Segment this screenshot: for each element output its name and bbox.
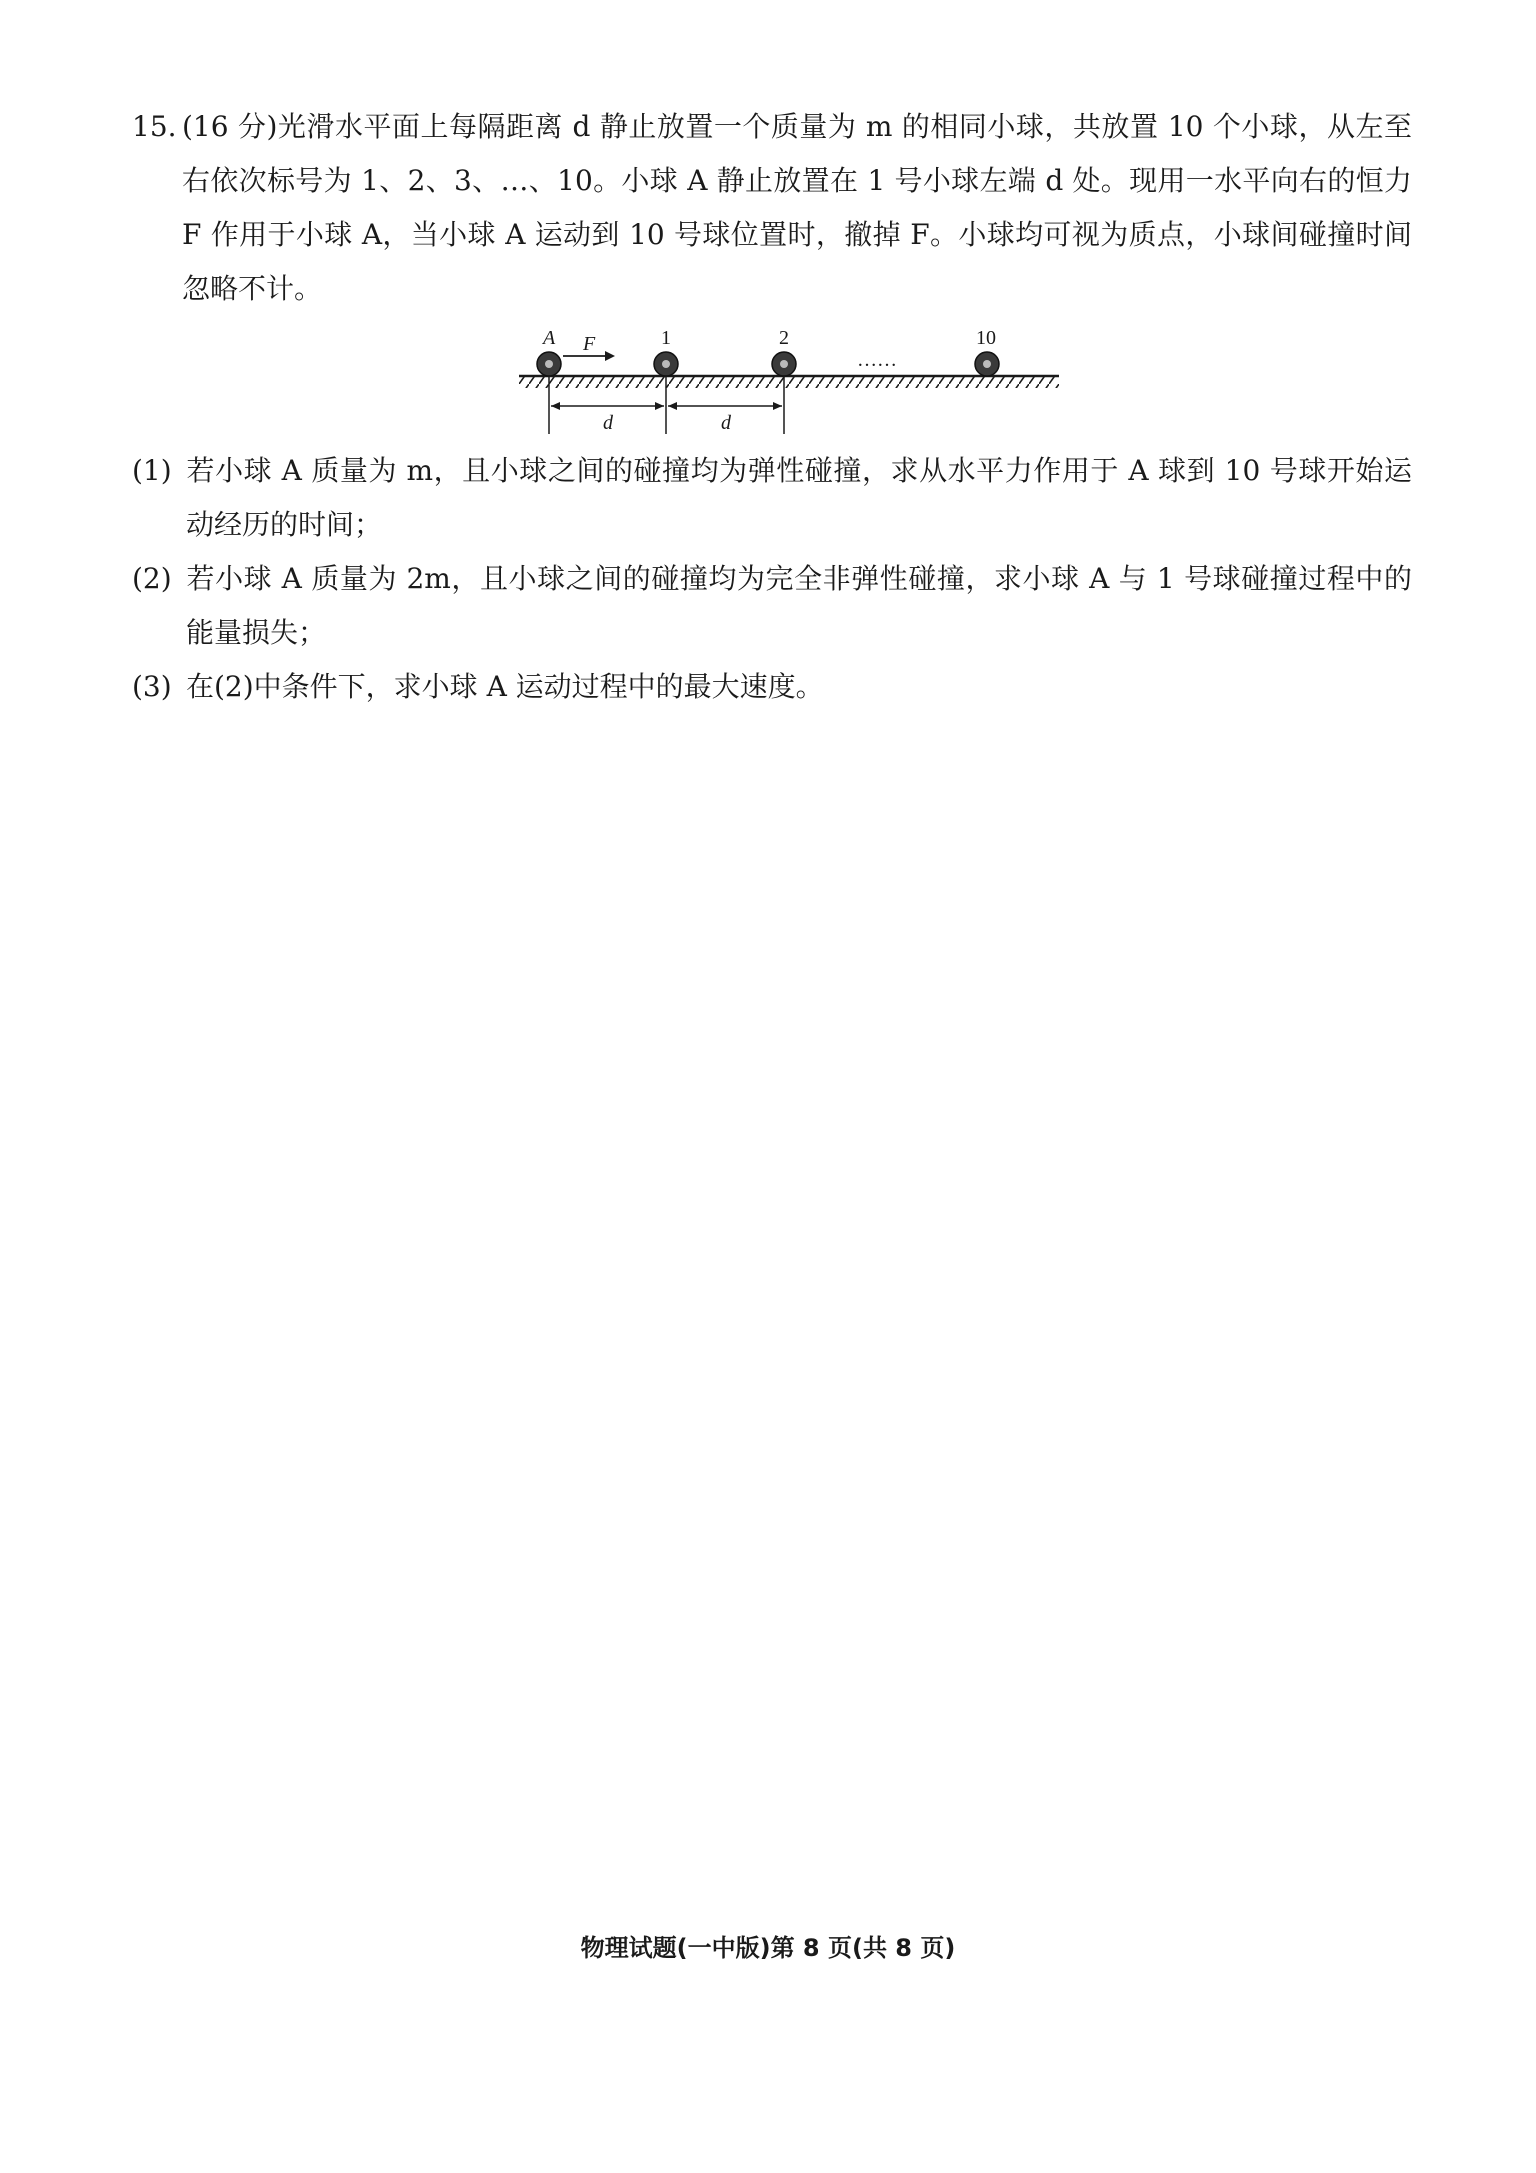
subquestion-1-number: (1): [132, 454, 172, 487]
ellipsis-dots: ……: [857, 349, 897, 371]
page-footer: 物理试题(一中版)第 8 页(共 8 页): [580, 1934, 956, 1962]
problem-number: 15.: [132, 110, 177, 143]
subquestion-2-number: (2): [132, 562, 172, 595]
problem-15: [132, 100, 1412, 714]
subquestion-3-text: 在(2)中条件下，求小球 A 运动过程中的最大速度。: [186, 670, 824, 703]
ball-label-1: 1: [661, 328, 671, 349]
spacing-label-2: d: [721, 412, 731, 434]
ball-a: [537, 352, 561, 376]
ball-1: [654, 352, 678, 376]
ball-label-a: A: [543, 328, 556, 349]
spacing-label-1: d: [603, 412, 613, 434]
subquestion-3: [132, 660, 1412, 714]
subquestion-1-text: 若小球 A 质量为 m，且小球之间的碰撞均为弹性碰撞，求从水平力作用于 A 球到 10 号球开始运动经历的时间；: [186, 454, 1412, 541]
subquestion-3-number: (3): [132, 670, 172, 703]
problem-statement: [132, 100, 1412, 316]
subquestion-2-text: 若小球 A 质量为 2m，且小球之间的碰撞均为完全非弹性碰撞，求小球 A 与 1 号球碰撞过程中的能量损失；: [186, 562, 1412, 649]
ball-collision-diagram: [519, 328, 1059, 438]
force-label: F: [583, 333, 596, 355]
ball-10: [975, 352, 999, 376]
ball-2: [772, 352, 796, 376]
ball-label-10: 10: [976, 328, 996, 349]
ground-hatching: [519, 376, 1059, 388]
ball-label-2: 2: [779, 328, 789, 349]
subquestion-1: [132, 444, 1412, 552]
subquestion-2: [132, 552, 1412, 660]
problem-text: (16 分)光滑水平面上每隔距离 d 静止放置一个质量为 m 的相同小球，共放置 10 个小球，从左至右依次标号为 1、2、3、…、10。小球 A 静止放置在 1 号小球左端 d 处。现用一水平向右的恒力 F 作用于小球 A，当小球 A 运动到 10 号球位置时，撤掉 F。小球均可视为质点，小球间碰撞时间忽略不计。: [182, 110, 1412, 305]
